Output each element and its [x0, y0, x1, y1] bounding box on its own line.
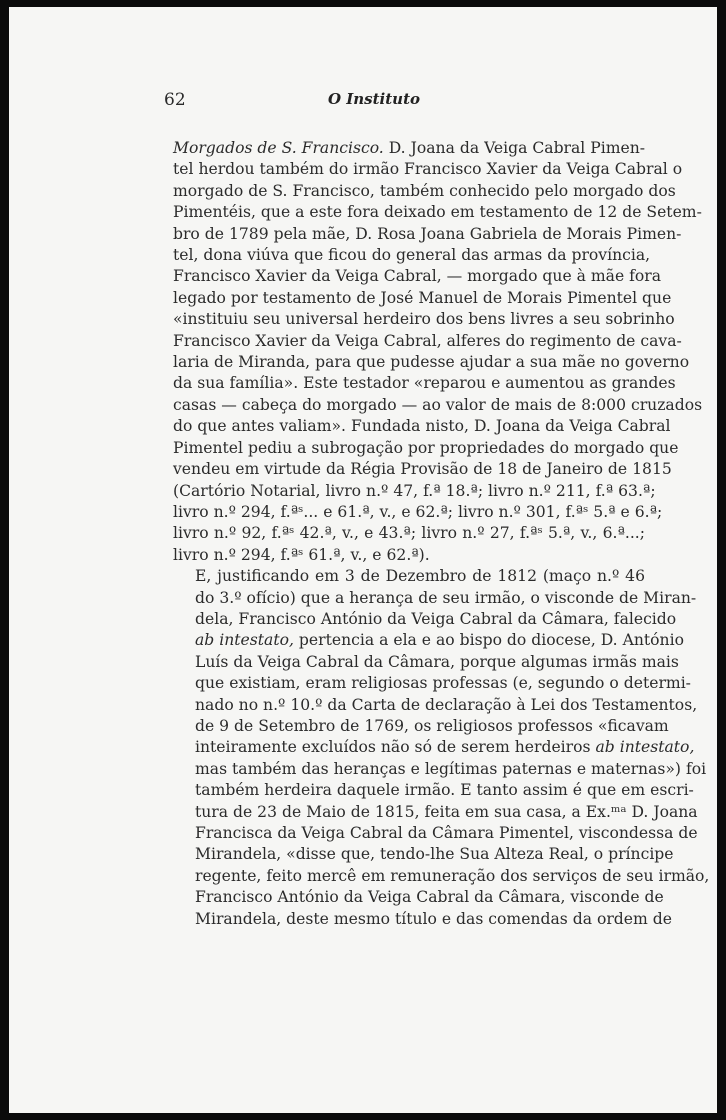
- text-segment: livro n.º 294, f.ªˢ... e 61.ª, v., e 62.ª; livro n.º 301, f.ªˢ 5.ª e 6.ª;: [173, 502, 663, 521]
- text-segment: casas — cabeça do morgado — ao valor de mais de 8:000 cruzados: [173, 395, 703, 414]
- italic-text: Morgados de S. Francisco.: [173, 139, 384, 157]
- text-segment: Pimentel pediu a subrogação por propriedades do morgado que: [173, 438, 679, 457]
- text-segment: legado por testamento de José Manuel de Morais Pimentel que: [173, 288, 672, 307]
- text-segment: Francisco Xavier da Veiga Cabral, alferes do regimento de cava-: [173, 331, 682, 350]
- text-segment: do que antes valiam». Fundada nisto, D. Joana da Veiga Cabral: [173, 417, 671, 436]
- text-segment: bro de 1789 pela mãe, D. Rosa Joana Gabriela de Morais Pimen-: [173, 224, 682, 243]
- text-segment: regente, feito mercê em remuneração dos serviços de seu irmão,: [195, 866, 710, 885]
- text-segment: morgado de S. Francisco, também conhecido pelo morgado dos: [173, 181, 676, 200]
- text-line: [173, 202, 702, 223]
- text-segment: pertencia a ela e ao bispo do diocese, D. António: [293, 631, 684, 650]
- text-segment: tel herdou também do irmão Francisco Xavier da Veiga Cabral o: [173, 160, 683, 179]
- text-segment: nado no n.º 10.º da Carta de declaração à Lei dos Testamentos,: [195, 695, 698, 714]
- text-line: [173, 780, 694, 801]
- text-line: [173, 630, 684, 651]
- text-segment: Mirandela, «disse que, tendo-lhe Sua Alteza Real, o príncipe: [195, 845, 674, 864]
- text-line: [173, 138, 645, 159]
- text-segment: livro n.º 294, f.ªˢ 61.ª, v., e 62.ª).: [173, 545, 430, 564]
- text-line: [173, 288, 672, 309]
- text-line: [173, 695, 698, 716]
- text-segment: também herdeira daquele irmão. E tanto assim é que em escri-: [195, 781, 694, 800]
- text-line: [173, 716, 669, 737]
- text-line: [173, 395, 703, 416]
- page-header: [164, 90, 584, 114]
- text-line: [173, 823, 698, 844]
- text-line: [173, 159, 683, 180]
- running-title: O Instituto: [327, 90, 421, 108]
- book-page: [9, 7, 717, 1113]
- text-segment: que existiam, eram religiosas professas (e, segundo o determi-: [195, 674, 691, 693]
- text-segment: E, justificando em 3 de Dezembro de 1812 (maço n.º 46: [195, 567, 645, 586]
- text-segment: Mirandela, deste mesmo título e das comendas da ordem de: [195, 909, 672, 928]
- text-line: [173, 673, 691, 694]
- paragraph: [173, 138, 703, 566]
- text-segment: Francisco António da Veiga Cabral da Câmara, visconde de: [195, 888, 664, 907]
- text-line: [173, 887, 664, 908]
- text-segment: laria de Miranda, para que pudesse ajudar a sua mãe no governo: [173, 353, 690, 372]
- text-line: [173, 181, 676, 202]
- page-number: 62: [164, 90, 186, 110]
- text-segment: tura de 23 de Maio de 1815, feita em sua casa, a Ex.ᵐᵃ D. Joana: [195, 802, 698, 821]
- text-line: [173, 802, 698, 823]
- text-segment: (Cartório Notarial, livro n.º 47, f.ª 18.ª; livro n.º 211, f.ª 63.ª;: [173, 481, 656, 500]
- text-line: [173, 331, 682, 352]
- italic-text: ab intestato,: [195, 631, 294, 650]
- text-segment: «instituiu seu universal herdeiro dos bens livres a seu sobrinho: [173, 310, 675, 329]
- text-segment: livro n.º 92, f.ªˢ 42.ª, v., e 43.ª; livro n.º 27, f.ªˢ 5.ª, v., 6.ª...;: [173, 524, 645, 543]
- text-line: [173, 759, 707, 780]
- text-line: [173, 481, 656, 502]
- text-segment: tel, dona viúva que ficou do general das armas da província,: [173, 246, 651, 265]
- text-line: [173, 245, 651, 266]
- text-segment: Francisca da Veiga Cabral da Câmara Pimentel, viscondessa de: [195, 824, 698, 842]
- text-segment: D. Joana da Veiga Cabral Pimen-: [383, 139, 646, 157]
- text-line: [173, 502, 663, 523]
- text-line: [173, 737, 695, 758]
- text-line: [173, 459, 672, 480]
- text-line: [173, 352, 690, 373]
- text-segment: inteiramente excluídos não só de serem herdeiros: [195, 738, 596, 757]
- text-line: [173, 588, 697, 609]
- text-line: [173, 266, 662, 287]
- text-line: [173, 224, 682, 245]
- text-segment: mas também das heranças e legítimas paternas e maternas») foi: [195, 759, 707, 778]
- text-line: [173, 373, 676, 394]
- text-segment: Pimentéis, que a este fora deixado em testamento de 12 de Setem-: [173, 203, 702, 222]
- text-line: [173, 416, 671, 437]
- text-segment: Luís da Veiga Cabral da Câmara, porque algumas irmãs mais: [195, 652, 679, 671]
- text-segment: de 9 de Setembro de 1769, os religiosos professos «ficavam: [195, 716, 669, 735]
- text-line: [173, 609, 677, 630]
- text-segment: do 3.º ofício) que a herança de seu irmão, o visconde de Miran-: [195, 588, 697, 607]
- paragraph: [173, 566, 710, 930]
- text-line: [173, 309, 675, 330]
- text-segment: vendeu em virtude da Régia Provisão de 18 de Janeiro de 1815: [173, 460, 672, 479]
- text-segment: Francisco Xavier da Veiga Cabral, — morgado que à mãe fora: [173, 267, 662, 286]
- text-line: [173, 438, 679, 459]
- text-segment: da sua família». Este testador «reparou e aumentou as grandes: [173, 374, 676, 393]
- text-line: [173, 844, 674, 865]
- italic-text: ab intestato,: [595, 738, 695, 757]
- text-line: [173, 652, 679, 673]
- text-line: [173, 523, 645, 544]
- text-line: [173, 545, 645, 566]
- text-line: [173, 909, 672, 930]
- text-line: [173, 866, 710, 887]
- text-segment: dela, Francisco António da Veiga Cabral da Câmara, falecido: [195, 609, 677, 628]
- text-line: [173, 566, 645, 587]
- body-text: [173, 138, 710, 930]
